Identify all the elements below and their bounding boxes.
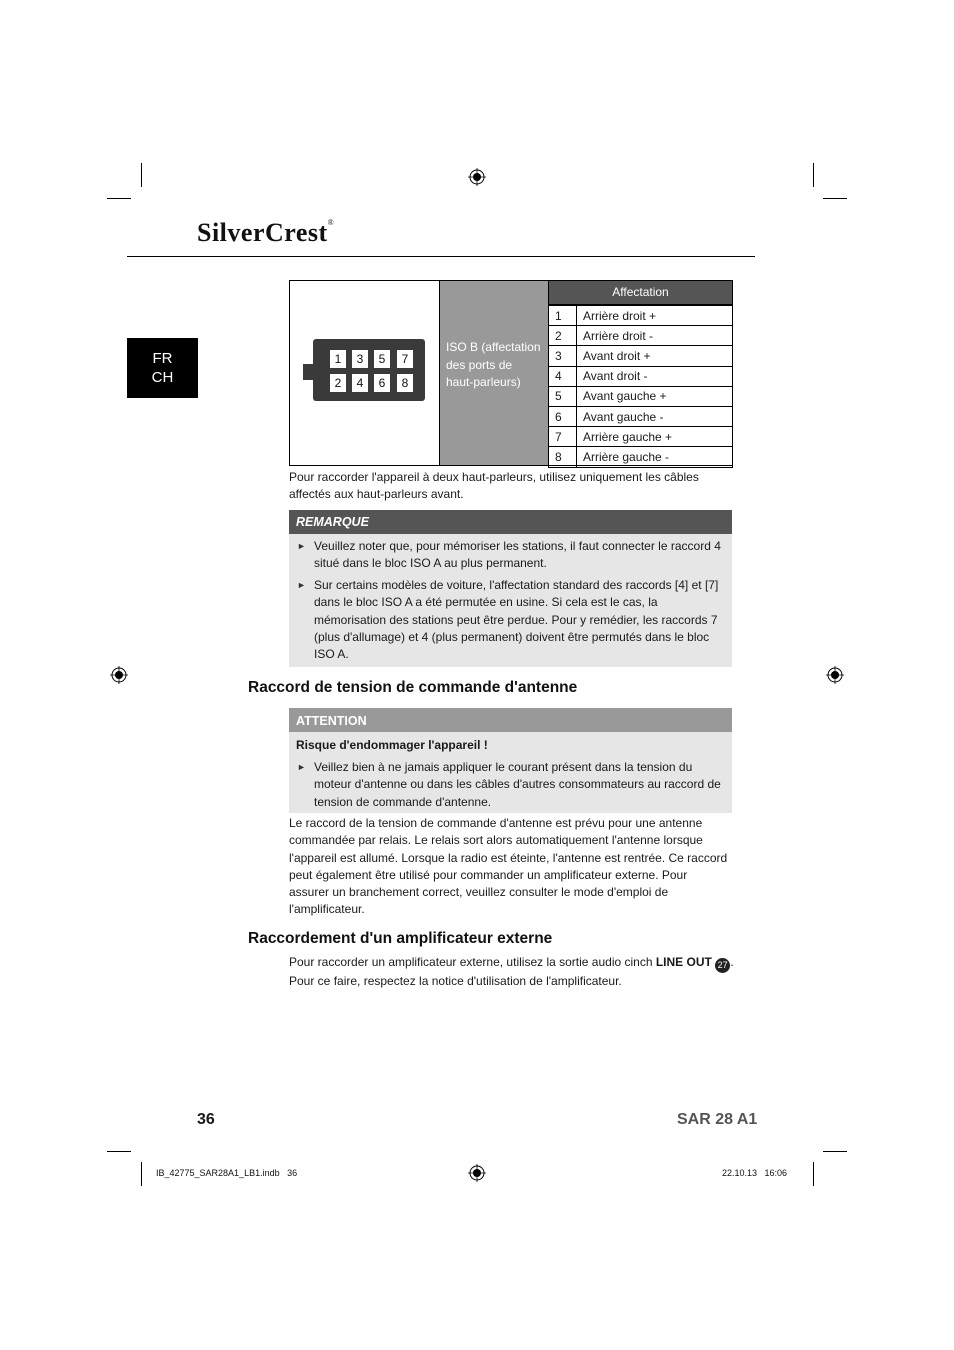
iso-b-label: ISO B (affectation des ports de haut-parleurs)	[440, 281, 548, 465]
crop-mark	[823, 1151, 847, 1152]
table-row	[549, 427, 733, 447]
pin-label: 4	[352, 374, 368, 392]
amplifier-paragraph	[289, 954, 739, 990]
section-heading-antenna: Raccord de tension de commande d'antenne	[248, 679, 578, 696]
table-row	[549, 386, 733, 406]
bullet-arrow-icon: ►	[297, 541, 306, 551]
header-rule	[127, 256, 755, 257]
crop-mark	[141, 1162, 142, 1186]
pin-label: 6	[374, 374, 390, 392]
crop-mark	[813, 163, 814, 187]
reference-number-badge: 27	[715, 958, 730, 973]
pin-label: 5	[374, 350, 390, 368]
bullet-arrow-icon: ►	[297, 762, 306, 772]
registration-mark-icon	[468, 1164, 486, 1182]
model-number: SAR 28 A1	[677, 1111, 758, 1128]
language-code-fr: FR	[152, 350, 173, 367]
section-heading-amplifier: Raccordement d'un amplificateur externe	[248, 930, 553, 947]
pin-assignment: Avant gauche +	[577, 386, 733, 406]
table-row	[549, 406, 733, 426]
attention-header: ATTENTION	[289, 708, 732, 732]
crop-mark	[823, 198, 847, 199]
table-row	[549, 326, 733, 346]
pin-number: 6	[549, 406, 577, 426]
brand-logo	[197, 218, 334, 248]
attention-item: Veillez bien à ne jamais appliquer le courant présent dans la tension du moteur d'antenne ou dans les câbles d'autres consommateurs au raccord de tension de commande d'antenne.	[314, 760, 721, 809]
pin-number: 1	[549, 306, 577, 326]
language-code-ch: CH	[151, 369, 174, 386]
pin-number: 5	[549, 386, 577, 406]
pin-assignment: Arrière gauche +	[577, 427, 733, 447]
pin-label: 1	[330, 350, 346, 368]
pin-label: 8	[397, 374, 413, 392]
remarque-item: Veuillez noter que, pour mémoriser les stations, il faut connecter le raccord 4 situé dans le bloc ISO A au plus permanent.	[314, 539, 721, 571]
table-row	[549, 346, 733, 366]
pin-number: 8	[549, 447, 577, 467]
remarque-item: Sur certains modèles de voiture, l'affectation standard des raccords [4] et [7] dans le bloc ISO A a été permutée en usine. Si cela est le cas, la mémorisation des stations peut être perdue. Pour y remédier, les raccords 7 (plus d'allumage) et 4 (plus permanent) doivent être permutés dans le bloc ISO A.	[314, 578, 719, 662]
print-slug-left: IB_42775_SAR28A1_LB1.indb 36	[156, 1168, 298, 1178]
registered-mark: ®	[327, 218, 335, 227]
pin-assignment: Arrière gauche -	[577, 447, 733, 467]
affectation-table	[548, 305, 733, 468]
pin-assignment: Avant droit +	[577, 346, 733, 366]
table-row	[549, 366, 733, 386]
remarque-header: REMARQUE	[289, 510, 732, 534]
pin-number: 7	[549, 427, 577, 447]
line-out-label: LINE OUT	[655, 955, 712, 969]
pin-assignment: Arrière droit -	[577, 326, 733, 346]
crop-mark	[141, 163, 142, 187]
pin-number: 3	[549, 346, 577, 366]
pin-assignment: Avant gauche -	[577, 406, 733, 426]
amp-text: Pour raccorder un amplificateur externe, utilisez la sortie audio cinch	[289, 955, 656, 969]
risk-warning: Risque d'endommager l'appareil !	[296, 738, 488, 752]
affectation-header: Affectation	[548, 280, 733, 305]
bullet-arrow-icon: ►	[297, 580, 306, 590]
table-row	[549, 447, 733, 467]
registration-mark-icon	[468, 168, 486, 186]
pin-number: 4	[549, 366, 577, 386]
registration-mark-icon	[110, 666, 128, 684]
pin-label: 3	[352, 350, 368, 368]
table-row	[549, 306, 733, 326]
pin-label: 7	[397, 350, 413, 368]
language-tab	[127, 338, 198, 398]
print-slug-right: 22.10.13 16:06	[722, 1168, 788, 1178]
crop-mark	[813, 1162, 814, 1186]
pin-assignment: Arrière droit +	[577, 306, 733, 326]
page-number: 36	[197, 1111, 215, 1128]
brand-logo-text: SilverCrest	[197, 218, 328, 247]
crop-mark	[107, 198, 131, 199]
pin-assignment: Avant droit -	[577, 366, 733, 386]
amp-text-end: .	[730, 955, 734, 969]
pin-label: 2	[330, 374, 346, 392]
amp-text-line2: Pour ce faire, respectez la notice d'utilisation de l'amplificateur.	[289, 974, 622, 988]
antenna-body-paragraph: Le raccord de la tension de commande d'antenne est prévu pour une antenne commandée par relais. Le relais sort alors automatiquement l'antenne lorsque l'appareil est allumé. Lorsque la radio est éteinte, l'antenne est rentrée. Ce raccord peut également être utilisé pour commander un amplificateur externe. Pour assurer un branchement correct, veuillez consulter le mode d'emploi de l'amplificateur.	[289, 816, 728, 917]
crop-mark	[107, 1151, 131, 1152]
pin-number: 2	[549, 326, 577, 346]
registration-mark-icon	[826, 666, 844, 684]
intro-paragraph: Pour raccorder l'appareil à deux haut-parleurs, utilisez uniquement les câbles affectés aux haut-parleurs avant.	[289, 470, 699, 502]
